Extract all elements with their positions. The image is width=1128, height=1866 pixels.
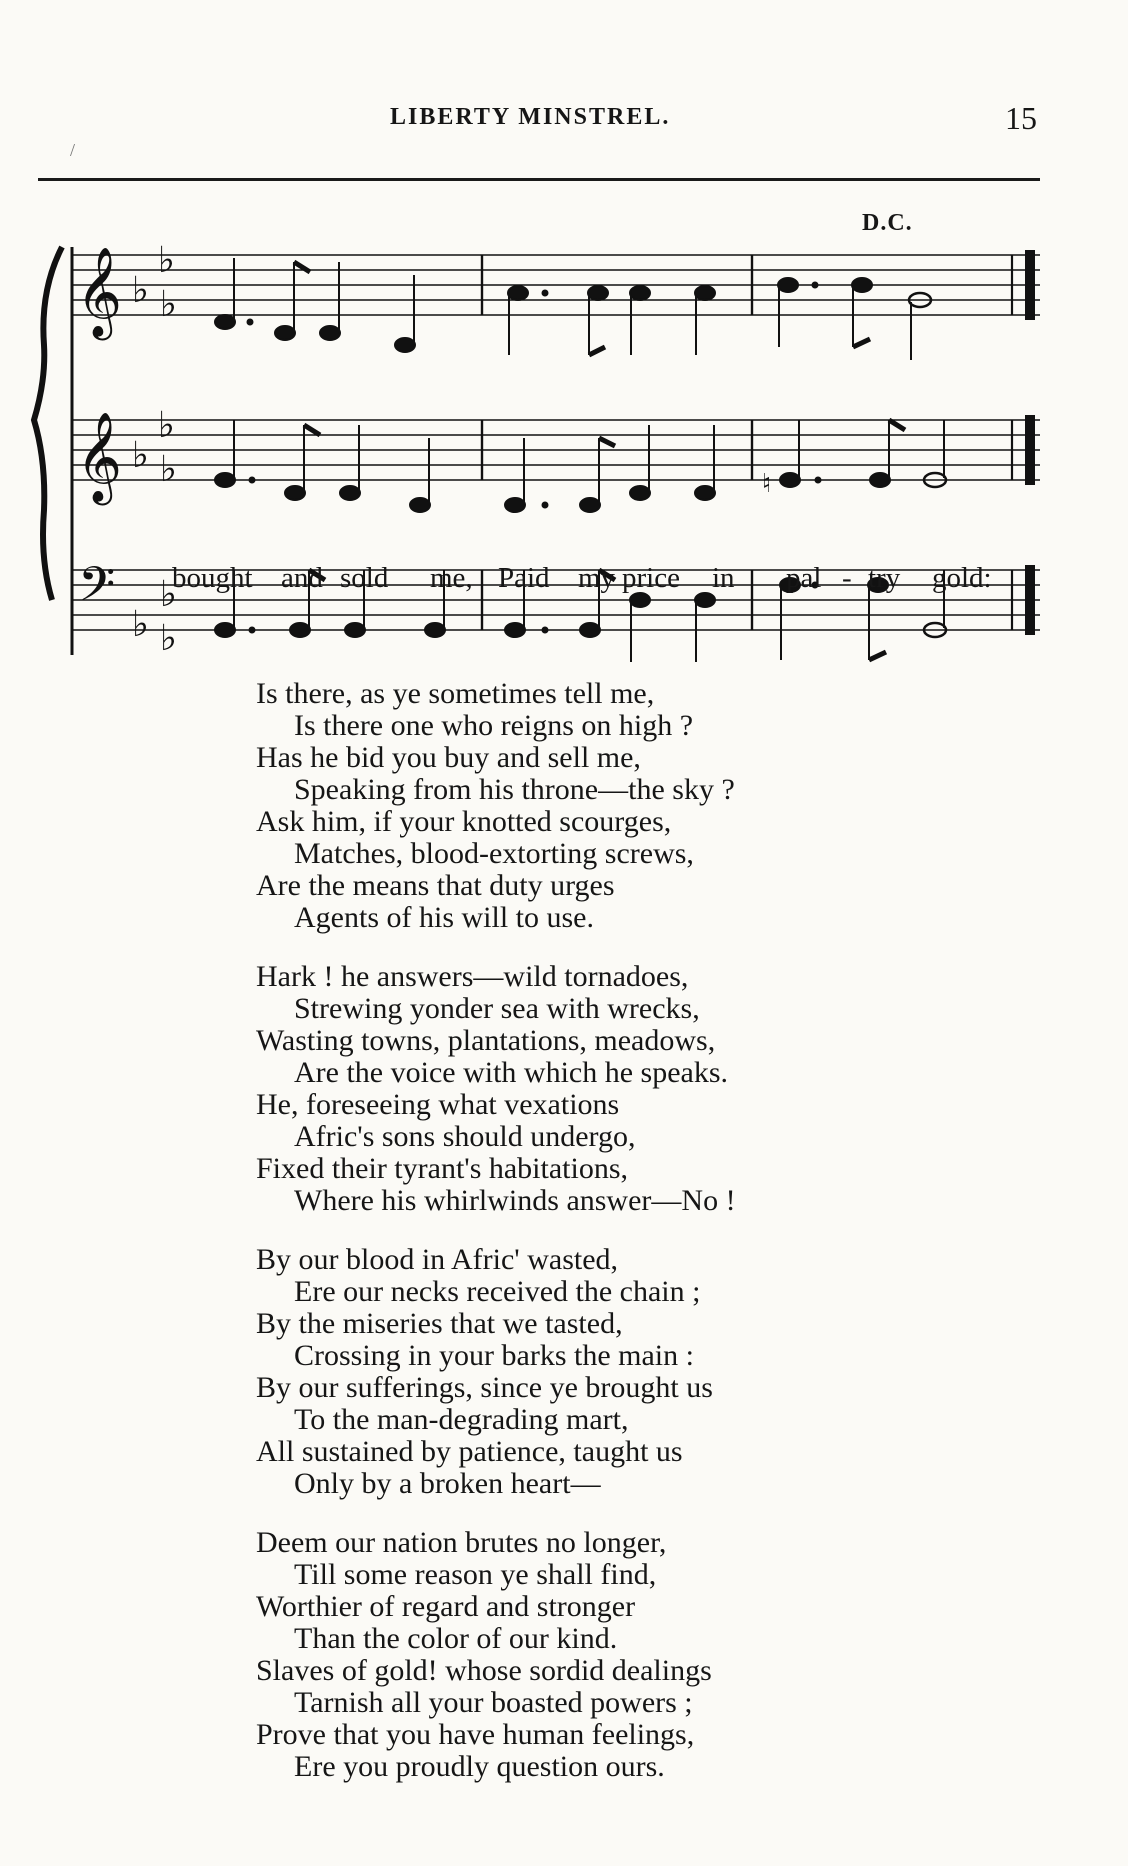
stanza — [256, 678, 1076, 934]
lyric-syllable: pal — [786, 562, 822, 594]
lyric-syllable: bought — [172, 562, 253, 594]
svg-text:♭: ♭ — [160, 284, 177, 325]
lyric-syllable: Paid — [498, 562, 550, 594]
poem-line: Has he bid you buy and sell me, — [256, 741, 641, 774]
page-number: 15 — [1005, 100, 1037, 136]
poem-line: Ere you proudly question ours. — [294, 1750, 665, 1783]
bass-clef: 𝄢 — [78, 556, 116, 624]
lyric-syllable: me, — [430, 562, 473, 594]
key-signature-3 — [132, 574, 177, 659]
poem-line: Till some reason ye shall find, — [294, 1558, 657, 1591]
poem-line: Only by a broken heart— — [294, 1467, 601, 1500]
staff-2-notes — [215, 420, 946, 512]
da-capo-mark: D.C. — [862, 210, 913, 236]
svg-text:♭: ♭ — [160, 574, 177, 615]
poem-line: Afric's sons should undergo, — [294, 1120, 636, 1153]
poem-line: Are the voice with which he speaks. — [294, 1056, 729, 1089]
poem-line: Strewing yonder sea with wrecks, — [294, 992, 700, 1025]
poem-line: Tarnish all your boasted powers ; — [294, 1686, 693, 1719]
staff-2 — [72, 420, 1040, 480]
poem-line: By our sufferings, since ye brought us — [256, 1371, 713, 1404]
lyric-syllable: sold — [340, 562, 389, 594]
poem-line: By the miseries that we tasted, — [256, 1307, 623, 1340]
margin-mark: / — [70, 140, 76, 160]
svg-text:♭: ♭ — [132, 270, 149, 311]
svg-text:♭: ♭ — [132, 604, 149, 645]
running-title: LIBERTY MINSTREL. — [390, 104, 671, 130]
poem-line: Worthier of regard and stronger — [256, 1590, 636, 1623]
poem-line: Deem our nation brutes no longer, — [256, 1526, 667, 1559]
stanza — [256, 1244, 1076, 1500]
svg-text:♭: ♭ — [158, 405, 175, 446]
poem-line: He, foreseeing what vexations — [256, 1088, 620, 1121]
poem-line: Are the means that duty urges — [256, 869, 615, 902]
key-signature-1 — [132, 240, 177, 325]
poem-line: By our blood in Afric' wasted, — [256, 1243, 619, 1276]
poem-line: To the man-degrading mart, — [294, 1403, 629, 1436]
poem-line: Matches, blood-extorting screws, — [294, 837, 694, 870]
lyric-syllable: my — [578, 562, 616, 594]
poem-line: Wasting towns, plantations, meadows, — [256, 1024, 716, 1057]
svg-text:♭: ♭ — [132, 435, 149, 476]
poem-line: All sustained by patience, taught us — [256, 1435, 683, 1468]
lyric-syllable: - — [842, 562, 852, 594]
lyric-syllable: gold: — [932, 562, 992, 594]
poem — [256, 678, 1076, 1810]
poem-line: Agents of his will to use. — [294, 901, 594, 934]
poem-line: Slaves of gold! whose sordid dealings — [256, 1654, 712, 1687]
treble-clef-1: 𝄞 — [76, 247, 123, 337]
poem-line: Prove that you have human feelings, — [256, 1718, 695, 1751]
poem-line: Ere our necks received the chain ; — [294, 1275, 701, 1308]
header-rule — [38, 178, 1040, 181]
staff-1-notes — [215, 258, 931, 360]
poem-line: Than the color of our kind. — [294, 1622, 618, 1655]
treble-clef-2: 𝄞 — [76, 412, 123, 502]
poem-line: Fixed their tyrant's habitations, — [256, 1152, 629, 1185]
svg-text:♮: ♮ — [762, 469, 772, 499]
poem-line: Where his whirlwinds answer—No ! — [294, 1184, 736, 1217]
poem-line: Ask him, if your knotted scourges, — [256, 805, 672, 838]
staff-1 — [72, 255, 1040, 315]
poem-line: Speaking from his throne—the sky ? — [294, 773, 735, 806]
lyric-syllable: in — [712, 562, 735, 594]
running-head — [0, 100, 1128, 140]
poem-line: Crossing in your barks the main : — [294, 1339, 694, 1372]
poem-line: Is there one who reigns on high ? — [294, 709, 694, 742]
poem-line: Hark ! he answers—wild tornadoes, — [256, 960, 689, 993]
music-score — [0, 200, 1128, 670]
lyric-syllable: price — [622, 562, 680, 594]
stanza — [256, 1527, 1076, 1783]
key-signature-2 — [132, 405, 177, 490]
lyric-syllable: try — [868, 562, 901, 594]
stanza — [256, 961, 1076, 1217]
svg-text:♭: ♭ — [160, 618, 177, 659]
svg-text:♭: ♭ — [158, 240, 175, 281]
lyric-syllable: and — [281, 562, 323, 594]
score-engraving — [0, 200, 1128, 670]
system-brace — [34, 247, 62, 600]
final-barlines — [1012, 250, 1030, 635]
poem-line: Is there, as ye sometimes tell me, — [256, 677, 655, 710]
svg-text:♭: ♭ — [160, 449, 177, 490]
